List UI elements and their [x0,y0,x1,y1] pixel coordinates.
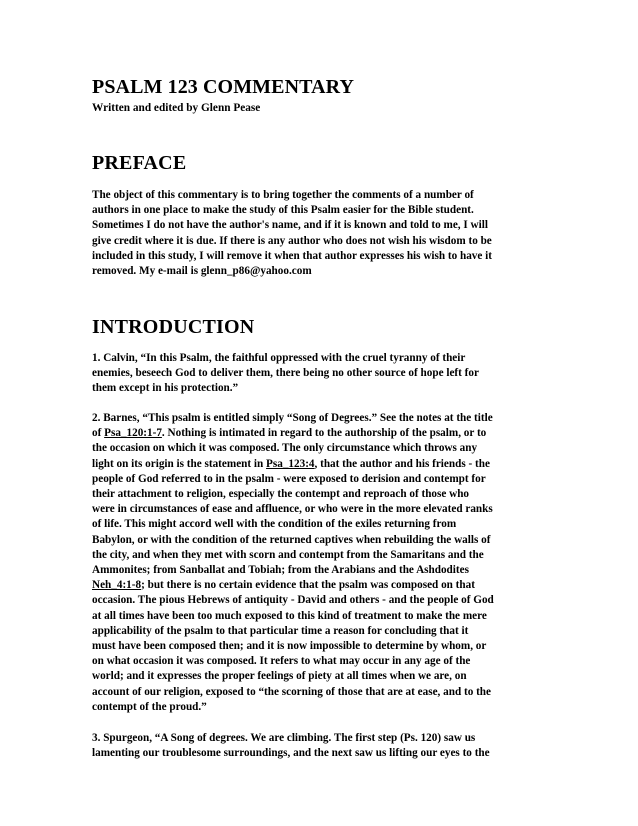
preface-line: included in this study, I will remove it when that author expresses his wish to have it [92,249,493,262]
calvin-paragraph [92,351,552,397]
barnes-line: world; and it expresses the proper feelings of piety at all times when we are, on [92,670,467,683]
barnes-line: the city, and when they met with scorn and contempt from the Samaritans and the [92,548,484,561]
document-subtitle: Written and edited by Glenn Pease [92,102,261,114]
calvin-line: them except in his protection.” [92,382,239,395]
preface-line: give credit where it is due. If there is any author who does not wish his wisdom to be [92,234,492,247]
preface-paragraph [92,188,552,279]
barnes-line: 2. Barnes, “This psalm is entitled simply “Song of Degrees.” See the notes at the title [92,412,493,424]
calvin-line: 1. Calvin, “In this Psalm, the faithful oppressed with the cruel tyranny of their [92,352,466,364]
barnes-line: were in circumstances of ease and affluence, or who were in the more elevated ranks [92,503,493,516]
calvin-line: enemies, beseech God to deliver them, there being no other source of hope left for [92,367,479,380]
preface-line: The object of this commentary is to bring together the comments of a number of [92,189,474,201]
spurgeon-paragraph [92,731,552,761]
barnes-line: occasion. The pious Hebrews of antiquity - David and others - and the people of God [92,594,494,607]
barnes-line [92,578,552,593]
spurgeon-line: 3. Spurgeon, “A Song of degrees. We are climbing. The first step (Ps. 120) saw us [92,732,476,744]
scripture-link-psa-120[interactable]: Psa_120:1-7 [104,427,162,440]
barnes-line: contempt of the proud.” [92,700,207,713]
scripture-link-neh-4[interactable]: Neh_4:1-8 [92,579,142,592]
barnes-line [92,426,552,441]
preface-line: Sometimes I do not have the author's name, and if it is known and told to me, I will [92,219,488,232]
barnes-text: ; but there is no certain evidence that the psalm was composed on that [141,579,475,592]
barnes-line: applicability of the psalm to that particular time a reason for concluding that it [92,624,469,637]
preface-heading: PREFACE [92,152,187,174]
preface-line: authors in one place to make the study of this Psalm easier for the Bible student. [92,204,474,217]
barnes-paragraph [92,411,552,715]
barnes-text: , that the author and his friends - the [314,457,490,470]
barnes-line: people of God referred to in the psalm - were exposed to derision and contempt for [92,472,486,485]
introduction-heading: INTRODUCTION [92,316,255,338]
barnes-line: Ammonites; from Sanballat and Tobiah; from the Arabians and the Ashdodites [92,564,469,577]
scripture-link-psa-123[interactable]: Psa_123:4 [266,457,315,470]
barnes-text: . Nothing is intimated in regard to the authorship of the psalm, or to [161,427,487,440]
barnes-line: the occasion on which it was composed. The only circumstance which throws any [92,442,478,455]
barnes-text: of [92,427,105,440]
barnes-text: light on its origin is the statement in [92,457,267,470]
document-title: PSALM 123 COMMENTARY [92,76,355,98]
barnes-line: on what occasion it was composed. It refers to what may occur in any age of the [92,655,471,668]
barnes-line: their attachment to religion, especially the contempt and reproach of those who [92,488,470,501]
barnes-line: must have been composed then; and it is now impossible to determine by whom, or [92,640,487,653]
barnes-line: at all times have been too much exposed to this kind of treatment to make the mere [92,609,487,622]
barnes-line: Babylon, or with the condition of the returned captives when rebuilding the walls of [92,533,491,546]
barnes-line: of life. This might accord well with the condition of the exiles returning from [92,518,457,531]
barnes-line: account of our religion, exposed to “the scorning of those that are at ease, and to the [92,685,491,698]
barnes-line [92,457,552,472]
spurgeon-line: lamenting our troublesome surroundings, and the next saw us lifting our eyes to the [92,747,490,760]
preface-line: removed. My e-mail is glenn_p86@yahoo.com [92,265,312,278]
